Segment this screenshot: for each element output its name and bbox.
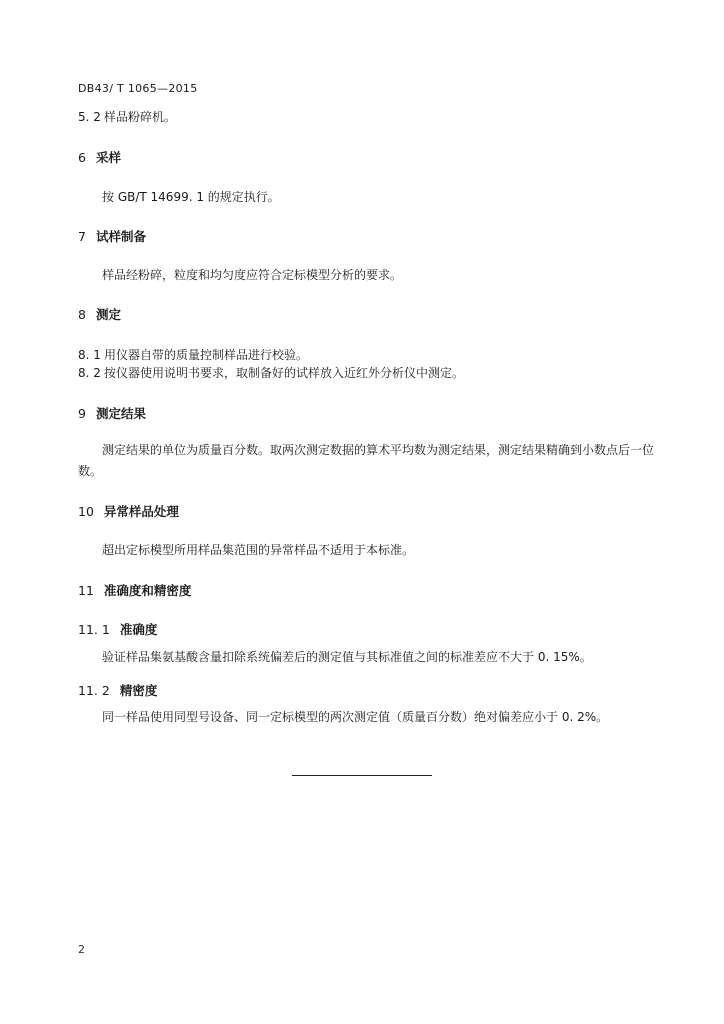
section-heading-9 [78,404,146,422]
clause-text: 用仪器自带的质量控制样品进行校验。 [104,348,309,362]
clause-text: 按仪器使用说明书要求，取制备好的试样放入近红外分析仪中测定。 [104,366,465,380]
subsection-number: 11. 1 [78,622,110,637]
section-title: 准确度和精密度 [103,583,192,598]
clause-5-2 [78,108,176,125]
subsection-11-1-text: 验证样品集氨基酸含量扣除系统偏差后的测定值与其标准值之间的标准差应不大于 0. 15%。 [102,650,592,664]
section-number: 7 [78,229,86,244]
section-title: 测定结果 [95,406,146,421]
section-title: 采样 [95,150,121,165]
section-number: 9 [78,406,86,421]
clause-8-1 [78,346,308,363]
clause-8-2 [78,364,464,381]
section-7-text: 样品经粉碎，粒度和均匀度应符合定标模型分析的要求。 [102,268,403,282]
clause-number: 8. 1 [78,348,101,362]
subsection-11-2-text: 同一样品使用同型号设备、同一定标模型的两次测定值（质量百分数）绝对偏差应小于 0. 2%。 [102,710,609,724]
section-heading-8 [78,305,121,323]
section-10-text: 超出定标模型所用样品集范围的异常样品不适用于本标准。 [102,543,415,557]
subsection-title: 准确度 [119,622,158,637]
section-heading-10 [78,502,179,520]
clause-text: 样品粉碎机。 [104,110,177,124]
document-header-id: DB43/ T 1065—2015 [78,82,198,95]
section-title: 试样制备 [95,229,146,244]
section-heading-7 [78,227,146,245]
section-9-text: 测定结果的单位为质量百分数。取两次测定数据的算术平均数为测定结果，测定结果精确到小数点后一位数。 [78,443,655,478]
section-number: 6 [78,150,86,165]
clause-number: 5. 2 [78,110,101,124]
section-heading-6 [78,148,121,166]
clause-number: 8. 2 [78,366,101,380]
section-title: 测定 [95,307,121,322]
section-number: 10 [78,504,94,519]
section-6-text: 按 GB/T 14699. 1 的规定执行。 [102,190,280,204]
section-number: 11 [78,583,94,598]
section-number: 8 [78,307,86,322]
subsection-number: 11. 2 [78,683,110,698]
subsection-heading-11-1 [78,620,157,638]
page-number: 2 [78,943,85,956]
section-heading-11 [78,581,191,599]
subsection-heading-11-2 [78,681,157,699]
subsection-title: 精密度 [119,683,158,698]
section-title: 异常样品处理 [103,504,179,519]
end-of-document-rule [292,775,432,776]
